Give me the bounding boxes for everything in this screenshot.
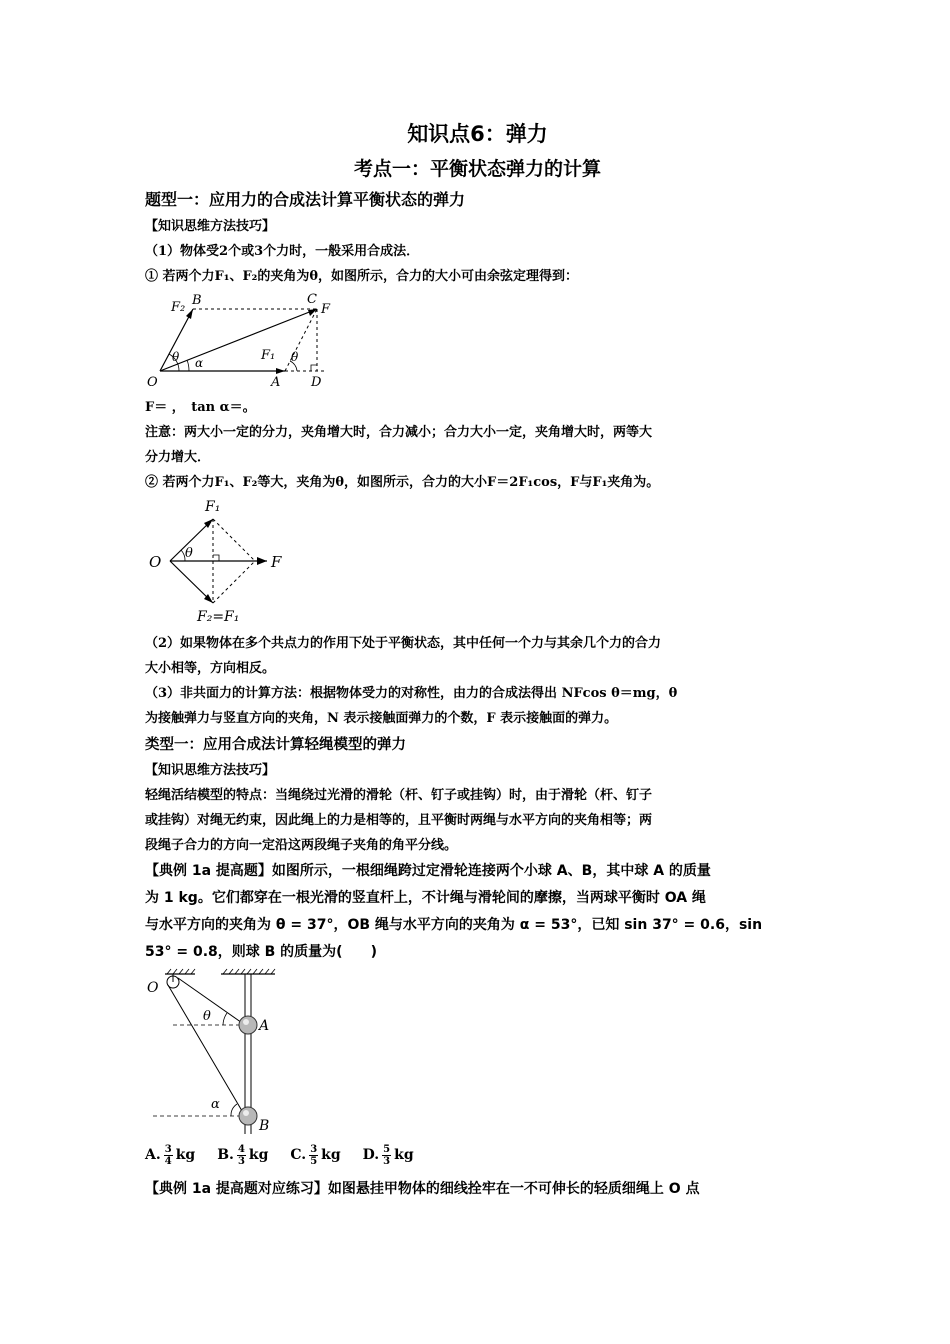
document-page <box>145 118 810 1203</box>
label-theta: θ <box>203 1009 211 1024</box>
type-heading: 类型一：应用合成法计算轻绳模型的弹力 <box>145 737 406 753</box>
label-f: F <box>321 302 331 317</box>
note-line: 注意：两大小一定的分力，夹角增大时，合力减小；合力大小一定，夹角增大时，两等大 <box>145 425 653 440</box>
choice-d[interactable]: D. $\frac{5}{3}$ kg <box>362 1143 414 1167</box>
choice-b[interactable]: B. $\frac{4}{3}$ kg <box>217 1143 269 1167</box>
text-line: （1）物体受2个或3个力时，一般采用合成法． <box>145 244 420 259</box>
fraction: $\frac{3}{4}$ <box>164 1143 172 1167</box>
choice-c[interactable]: C. $\frac{3}{5}$ kg <box>290 1143 341 1167</box>
page-title: 知识点6：弹力 <box>407 122 548 146</box>
text-line: 段绳子合力的方向一定沿这两段绳子夹角的角平分线。 <box>145 838 458 853</box>
text-line: ① 若两个力F₁、F₂的夹角为θ，如图所示，合力的大小可由余弦定理得到： <box>145 269 579 284</box>
label-f2: F₂=F₁ <box>197 609 240 625</box>
parallelogram-diagram <box>145 291 345 391</box>
fraction: $\frac{3}{5}$ <box>310 1143 318 1167</box>
example-line: 53° = 0.8，则球 B 的质量为( ) <box>145 944 377 960</box>
label-o: O <box>147 980 159 996</box>
label-theta: θ <box>185 546 193 561</box>
example-line: 【典例 1a 提高题】如图所示，一根细绳跨过定滑轮连接两个小球 A、B，其中球 A 的质量 <box>145 863 711 879</box>
label-f2: F₂ <box>171 300 186 315</box>
answer-choices <box>145 1140 810 1170</box>
label-f1: F₁ <box>261 348 276 363</box>
label-theta: θ <box>172 350 180 364</box>
text-line: （3）非共面力的计算方法：根据物体受力的对称性，由力的合成法得出 NFcos θ＝mg，θ <box>145 686 678 701</box>
text-line: 或挂钩）对绳无约束，因此绳上的力是相等的，且平衡时两绳与水平方向的夹角相等；两 <box>145 813 653 828</box>
label-b: B <box>259 1118 270 1134</box>
example-line: 与水平方向的夹角为 θ = 37°，OB 绳与水平方向的夹角为 α = 53°，已知 sin 37° = 0.6，sin <box>145 917 763 933</box>
label-theta-2: θ <box>291 350 299 364</box>
example-line: 为 1 kg。它们都穿在一根光滑的竖直杆上，不计绳与滑轮间的摩擦，当两球平衡时 OA 绳 <box>145 890 706 906</box>
pulley-rod-diagram <box>145 968 295 1136</box>
formula-line: F＝ ， tan α＝。 <box>145 400 256 415</box>
choice-a[interactable]: A. $\frac{3}{4}$ kg <box>145 1143 196 1167</box>
label-alpha: α <box>211 1097 220 1112</box>
label-alpha: α <box>195 356 204 370</box>
note-line: 分力增大． <box>145 450 211 465</box>
practice-line: 【典例 1a 提高题对应练习】如图悬挂甲物体的细线拴牢在一不可伸长的轻质细绳上 O 点 <box>145 1181 700 1197</box>
method-heading: 【知识思维方法技巧】 <box>145 219 276 234</box>
fraction: $\frac{4}{3}$ <box>237 1143 245 1167</box>
label-d: D <box>311 375 322 390</box>
text-line: 为接触弹力与竖直方向的夹角，N 表示接触面弹力的个数，F 表示接触面的弹力。 <box>145 711 618 726</box>
label-a: A <box>259 1018 270 1034</box>
text-line: （2）如果物体在多个共点力的作用下处于平衡状态，其中任何一个力与其余几个力的合力 <box>145 636 662 651</box>
text-line: ② 若两个力F₁、F₂等大，夹角为θ，如图所示，合力的大小F＝2F₁cos，F与F₁夹角为。 <box>145 475 660 490</box>
fraction: $\frac{5}{3}$ <box>383 1143 391 1167</box>
label-o: O <box>147 375 158 390</box>
rhombus-diagram <box>145 497 305 627</box>
label-a: A <box>271 375 281 390</box>
text-line: 大小相等，方向相反。 <box>145 661 276 676</box>
page-subtitle: 考点一：平衡状态弹力的计算 <box>353 158 601 180</box>
text-line: 轻绳活结模型的特点：当绳绕过光滑的滑轮（杆、钉子或挂钩）时，由于滑轮（杆、钉子 <box>145 788 653 803</box>
method-heading: 【知识思维方法技巧】 <box>145 763 276 778</box>
label-o: O <box>149 553 162 571</box>
label-f1: F₁ <box>205 499 221 515</box>
label-c: C <box>307 292 317 307</box>
label-f: F <box>271 553 282 571</box>
topic-heading: 题型一：应用力的合成法计算平衡状态的弹力 <box>145 190 466 209</box>
label-b: B <box>192 293 202 308</box>
